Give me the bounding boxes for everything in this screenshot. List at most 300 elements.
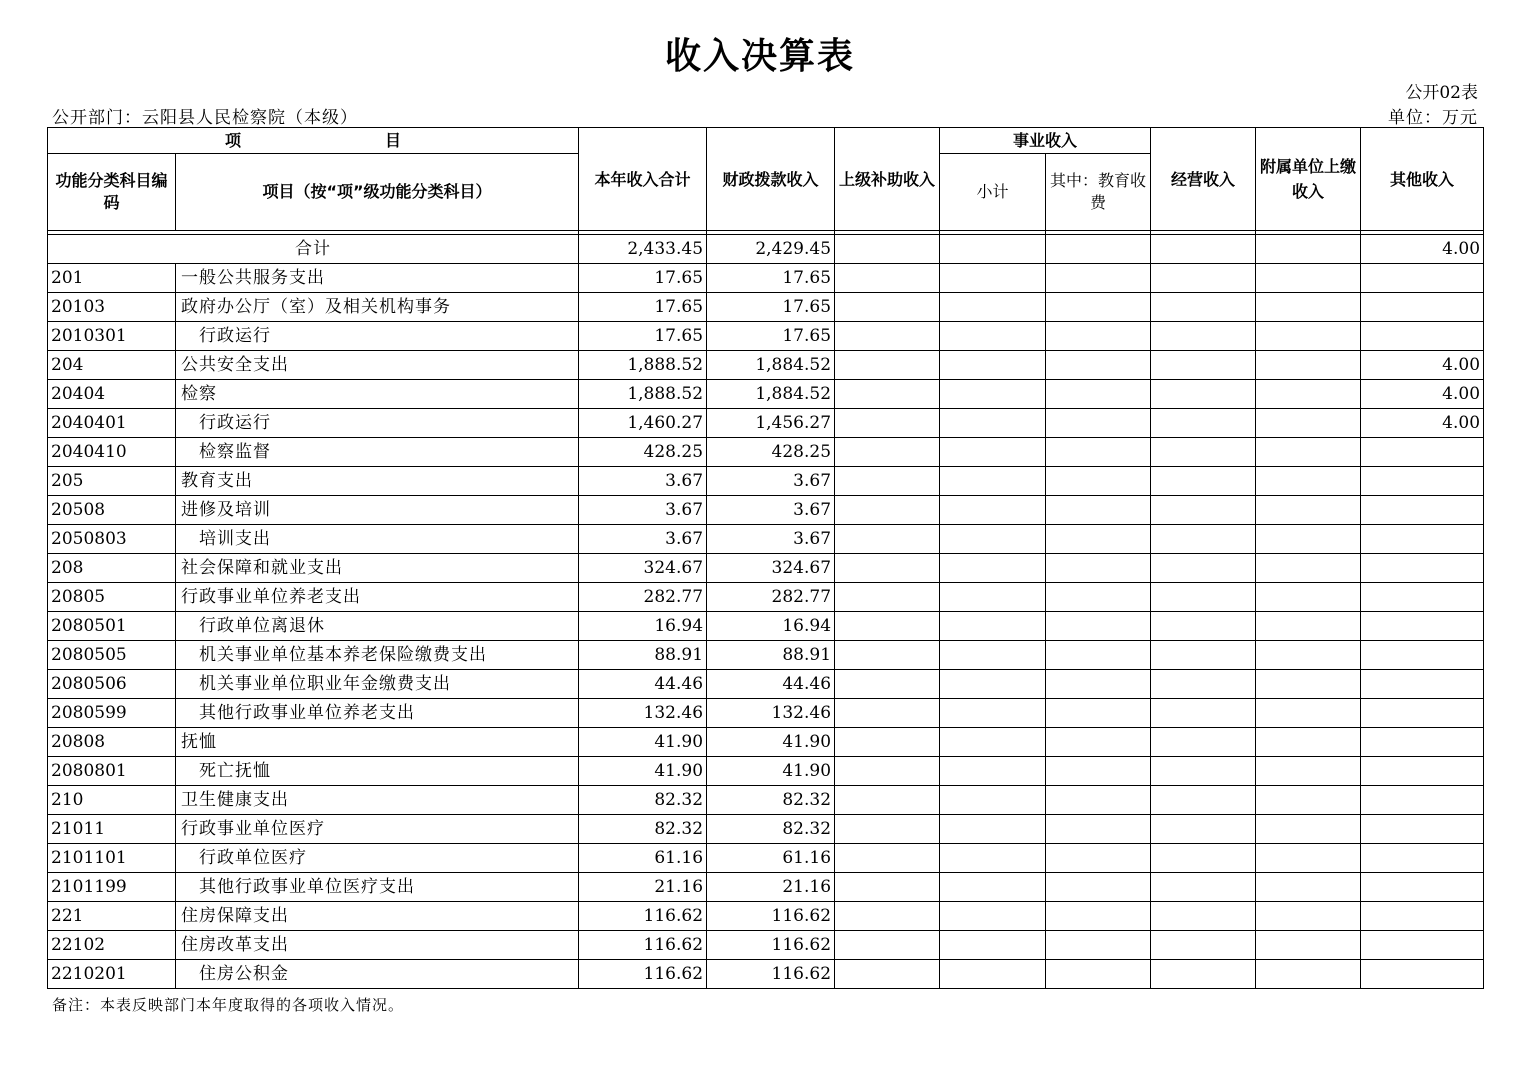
row-affiliated xyxy=(1256,467,1361,496)
row-fiscal: 41.90 xyxy=(707,728,835,757)
income-table xyxy=(47,127,1484,989)
row-education xyxy=(1046,409,1151,438)
row-other xyxy=(1361,322,1484,351)
row-operating xyxy=(1151,583,1256,612)
total-label: 合计 xyxy=(48,235,579,264)
row-education xyxy=(1046,264,1151,293)
row-fiscal: 82.32 xyxy=(707,786,835,815)
row-other xyxy=(1361,728,1484,757)
row-total: 116.62 xyxy=(579,931,707,960)
row-code: 22102 xyxy=(48,931,176,960)
row-item-name: 卫生健康支出 xyxy=(176,786,579,815)
page-title: 收入决算表 xyxy=(664,36,855,77)
row-item-name: 住房保障支出 xyxy=(176,902,579,931)
row-education xyxy=(1046,438,1151,467)
row-subtotal xyxy=(940,525,1046,554)
row-subtotal xyxy=(940,351,1046,380)
row-education xyxy=(1046,873,1151,902)
row-item-name: 其他行政事业单位养老支出 xyxy=(176,699,579,728)
row-total: 116.62 xyxy=(579,960,707,989)
row-fiscal: 16.94 xyxy=(707,612,835,641)
row-other xyxy=(1361,815,1484,844)
header-total: 本年收入合计 xyxy=(579,128,707,231)
row-operating xyxy=(1151,699,1256,728)
row-education xyxy=(1046,728,1151,757)
row-education xyxy=(1046,554,1151,583)
row-item-name: 机关事业单位职业年金缴费支出 xyxy=(176,670,579,699)
row-subtotal xyxy=(940,409,1046,438)
table-row xyxy=(48,612,1484,641)
total-education xyxy=(1046,235,1151,264)
row-item-name: 培训支出 xyxy=(176,525,579,554)
row-code: 201 xyxy=(48,264,176,293)
row-total: 3.67 xyxy=(579,496,707,525)
header-superior: 上级补助收入 xyxy=(835,128,940,231)
table-row xyxy=(48,786,1484,815)
row-affiliated xyxy=(1256,902,1361,931)
department-label: 公开部门：云阳县人民检察院（本级） xyxy=(52,108,358,128)
row-fiscal: 3.67 xyxy=(707,467,835,496)
total-row xyxy=(48,235,1484,264)
row-code: 2080801 xyxy=(48,757,176,786)
row-fiscal: 88.91 xyxy=(707,641,835,670)
row-item-name: 进修及培训 xyxy=(176,496,579,525)
row-total: 61.16 xyxy=(579,844,707,873)
row-total: 88.91 xyxy=(579,641,707,670)
row-code: 20805 xyxy=(48,583,176,612)
row-affiliated xyxy=(1256,728,1361,757)
row-superior xyxy=(835,699,940,728)
row-education xyxy=(1046,815,1151,844)
row-education xyxy=(1046,699,1151,728)
header-row-1 xyxy=(48,128,1484,154)
row-other xyxy=(1361,699,1484,728)
footnote: 备注：本表反映部门本年度取得的各项收入情况。 xyxy=(52,996,405,1014)
row-affiliated xyxy=(1256,583,1361,612)
row-fiscal: 61.16 xyxy=(707,844,835,873)
row-other xyxy=(1361,554,1484,583)
row-code: 2080501 xyxy=(48,612,176,641)
row-total: 17.65 xyxy=(579,264,707,293)
row-total: 41.90 xyxy=(579,728,707,757)
row-code: 208 xyxy=(48,554,176,583)
row-other xyxy=(1361,496,1484,525)
row-operating xyxy=(1151,815,1256,844)
row-other xyxy=(1361,757,1484,786)
row-education xyxy=(1046,786,1151,815)
row-total: 132.46 xyxy=(579,699,707,728)
row-subtotal xyxy=(940,786,1046,815)
table-row xyxy=(48,902,1484,931)
row-other xyxy=(1361,902,1484,931)
row-superior xyxy=(835,612,940,641)
row-code: 205 xyxy=(48,467,176,496)
table-row xyxy=(48,322,1484,351)
row-other xyxy=(1361,931,1484,960)
row-total: 282.77 xyxy=(579,583,707,612)
table-row xyxy=(48,554,1484,583)
row-other xyxy=(1361,438,1484,467)
row-operating xyxy=(1151,728,1256,757)
row-subtotal xyxy=(940,322,1046,351)
row-subtotal xyxy=(940,641,1046,670)
row-total: 82.32 xyxy=(579,786,707,815)
table-row xyxy=(48,873,1484,902)
row-total: 324.67 xyxy=(579,554,707,583)
row-operating xyxy=(1151,467,1256,496)
row-subtotal xyxy=(940,496,1046,525)
row-other xyxy=(1361,525,1484,554)
row-subtotal xyxy=(940,554,1046,583)
row-code: 2040410 xyxy=(48,438,176,467)
row-education xyxy=(1046,757,1151,786)
row-subtotal xyxy=(940,844,1046,873)
header-code: 功能分类科目编码 xyxy=(48,154,176,231)
row-item-name: 政府办公厅（室）及相关机构事务 xyxy=(176,293,579,322)
header-subtotal: 小计 xyxy=(940,154,1046,231)
row-operating xyxy=(1151,380,1256,409)
table-row xyxy=(48,409,1484,438)
table-row xyxy=(48,844,1484,873)
row-education xyxy=(1046,583,1151,612)
row-code: 2080599 xyxy=(48,699,176,728)
row-education xyxy=(1046,902,1151,931)
table-row xyxy=(48,438,1484,467)
row-operating xyxy=(1151,960,1256,989)
row-item-name: 一般公共服务支出 xyxy=(176,264,579,293)
row-superior xyxy=(835,496,940,525)
table-row xyxy=(48,583,1484,612)
table-row xyxy=(48,351,1484,380)
row-other xyxy=(1361,264,1484,293)
total-fiscal: 2,429.45 xyxy=(707,235,835,264)
row-item-name: 住房公积金 xyxy=(176,960,579,989)
row-fiscal: 282.77 xyxy=(707,583,835,612)
row-item-name: 社会保障和就业支出 xyxy=(176,554,579,583)
row-subtotal xyxy=(940,873,1046,902)
table-row xyxy=(48,525,1484,554)
table-row xyxy=(48,670,1484,699)
row-code: 20508 xyxy=(48,496,176,525)
row-subtotal xyxy=(940,438,1046,467)
row-subtotal xyxy=(940,699,1046,728)
row-affiliated xyxy=(1256,960,1361,989)
row-other xyxy=(1361,641,1484,670)
row-education xyxy=(1046,670,1151,699)
row-education xyxy=(1046,931,1151,960)
unit-label: 单位：万元 xyxy=(1388,108,1478,128)
row-operating xyxy=(1151,438,1256,467)
table-row xyxy=(48,496,1484,525)
row-other xyxy=(1361,293,1484,322)
row-code: 2101101 xyxy=(48,844,176,873)
table-row xyxy=(48,960,1484,989)
row-total: 428.25 xyxy=(579,438,707,467)
table-row xyxy=(48,728,1484,757)
row-code: 2040401 xyxy=(48,409,176,438)
row-item-name: 死亡抚恤 xyxy=(176,757,579,786)
row-affiliated xyxy=(1256,670,1361,699)
row-operating xyxy=(1151,322,1256,351)
row-superior xyxy=(835,728,940,757)
row-item-name: 行政单位医疗 xyxy=(176,844,579,873)
row-other xyxy=(1361,670,1484,699)
row-subtotal xyxy=(940,960,1046,989)
table-row xyxy=(48,815,1484,844)
row-subtotal xyxy=(940,467,1046,496)
row-operating xyxy=(1151,612,1256,641)
row-other xyxy=(1361,873,1484,902)
row-subtotal xyxy=(940,612,1046,641)
row-item-name: 行政运行 xyxy=(176,322,579,351)
row-total: 17.65 xyxy=(579,322,707,351)
row-superior xyxy=(835,873,940,902)
row-fiscal: 17.65 xyxy=(707,264,835,293)
row-superior xyxy=(835,525,940,554)
header-operating: 经营收入 xyxy=(1151,128,1256,231)
row-affiliated xyxy=(1256,757,1361,786)
row-total: 3.67 xyxy=(579,467,707,496)
row-affiliated xyxy=(1256,264,1361,293)
row-total: 44.46 xyxy=(579,670,707,699)
table-row xyxy=(48,757,1484,786)
row-item-name: 行政事业单位养老支出 xyxy=(176,583,579,612)
row-education xyxy=(1046,844,1151,873)
row-fiscal: 1,456.27 xyxy=(707,409,835,438)
row-other: 4.00 xyxy=(1361,380,1484,409)
row-operating xyxy=(1151,264,1256,293)
row-code: 2101199 xyxy=(48,873,176,902)
row-education xyxy=(1046,380,1151,409)
row-total: 1,460.27 xyxy=(579,409,707,438)
total-affiliated xyxy=(1256,235,1361,264)
row-item-name: 住房改革支出 xyxy=(176,931,579,960)
row-fiscal: 17.65 xyxy=(707,322,835,351)
row-superior xyxy=(835,902,940,931)
row-superior xyxy=(835,554,940,583)
row-fiscal: 3.67 xyxy=(707,496,835,525)
row-operating xyxy=(1151,525,1256,554)
row-item-name: 检察监督 xyxy=(176,438,579,467)
row-other xyxy=(1361,467,1484,496)
row-other xyxy=(1361,786,1484,815)
header-fiscal: 财政拨款收入 xyxy=(707,128,835,231)
total-operating xyxy=(1151,235,1256,264)
row-subtotal xyxy=(940,293,1046,322)
row-education xyxy=(1046,525,1151,554)
row-superior xyxy=(835,844,940,873)
table-row xyxy=(48,699,1484,728)
row-superior xyxy=(835,467,940,496)
row-other: 4.00 xyxy=(1361,351,1484,380)
row-other xyxy=(1361,583,1484,612)
row-operating xyxy=(1151,496,1256,525)
row-item-name: 其他行政事业单位医疗支出 xyxy=(176,873,579,902)
row-other xyxy=(1361,960,1484,989)
row-affiliated xyxy=(1256,931,1361,960)
row-item-name: 教育支出 xyxy=(176,467,579,496)
row-superior xyxy=(835,757,940,786)
row-subtotal xyxy=(940,380,1046,409)
row-operating xyxy=(1151,757,1256,786)
table-row xyxy=(48,293,1484,322)
row-affiliated xyxy=(1256,786,1361,815)
row-subtotal xyxy=(940,815,1046,844)
table-row xyxy=(48,641,1484,670)
row-superior xyxy=(835,322,940,351)
row-item-name: 行政运行 xyxy=(176,409,579,438)
row-fiscal: 21.16 xyxy=(707,873,835,902)
row-operating xyxy=(1151,293,1256,322)
row-affiliated xyxy=(1256,322,1361,351)
row-affiliated xyxy=(1256,844,1361,873)
header-item: 项目（按“项”级功能分类科目） xyxy=(176,154,579,231)
row-superior xyxy=(835,264,940,293)
row-superior xyxy=(835,670,940,699)
row-fiscal: 116.62 xyxy=(707,902,835,931)
row-code: 2080505 xyxy=(48,641,176,670)
row-operating xyxy=(1151,786,1256,815)
row-subtotal xyxy=(940,670,1046,699)
total-subtotal xyxy=(940,235,1046,264)
row-education xyxy=(1046,612,1151,641)
header-affiliated: 附属单位上缴收入 xyxy=(1256,128,1361,231)
row-item-name: 行政事业单位医疗 xyxy=(176,815,579,844)
form-number: 公开02表 xyxy=(1405,83,1478,103)
row-total: 16.94 xyxy=(579,612,707,641)
row-superior xyxy=(835,351,940,380)
row-item-name: 机关事业单位基本养老保险缴费支出 xyxy=(176,641,579,670)
header-education: 其中：教育收费 xyxy=(1046,154,1151,231)
row-code: 2010301 xyxy=(48,322,176,351)
row-code: 2210201 xyxy=(48,960,176,989)
row-superior xyxy=(835,786,940,815)
row-affiliated xyxy=(1256,641,1361,670)
header-other: 其他收入 xyxy=(1361,128,1484,231)
row-affiliated xyxy=(1256,438,1361,467)
row-fiscal: 3.67 xyxy=(707,525,835,554)
row-affiliated xyxy=(1256,699,1361,728)
table-row xyxy=(48,380,1484,409)
row-superior xyxy=(835,641,940,670)
row-total: 1,888.52 xyxy=(579,380,707,409)
row-affiliated xyxy=(1256,873,1361,902)
row-operating xyxy=(1151,931,1256,960)
row-code: 204 xyxy=(48,351,176,380)
row-code: 21011 xyxy=(48,815,176,844)
row-education xyxy=(1046,293,1151,322)
row-total: 1,888.52 xyxy=(579,351,707,380)
row-code: 2080506 xyxy=(48,670,176,699)
row-code: 20103 xyxy=(48,293,176,322)
table-row xyxy=(48,467,1484,496)
row-item-name: 检察 xyxy=(176,380,579,409)
row-fiscal: 324.67 xyxy=(707,554,835,583)
row-fiscal: 116.62 xyxy=(707,931,835,960)
row-total: 21.16 xyxy=(579,873,707,902)
row-code: 221 xyxy=(48,902,176,931)
row-other xyxy=(1361,612,1484,641)
row-operating xyxy=(1151,844,1256,873)
row-subtotal xyxy=(940,902,1046,931)
table-row xyxy=(48,264,1484,293)
row-affiliated xyxy=(1256,351,1361,380)
row-total: 17.65 xyxy=(579,293,707,322)
row-affiliated xyxy=(1256,612,1361,641)
row-subtotal xyxy=(940,264,1046,293)
row-affiliated xyxy=(1256,380,1361,409)
row-affiliated xyxy=(1256,496,1361,525)
row-affiliated xyxy=(1256,815,1361,844)
row-operating xyxy=(1151,409,1256,438)
row-education xyxy=(1046,496,1151,525)
row-operating xyxy=(1151,641,1256,670)
row-fiscal: 428.25 xyxy=(707,438,835,467)
row-education xyxy=(1046,322,1151,351)
row-affiliated xyxy=(1256,409,1361,438)
row-code: 20404 xyxy=(48,380,176,409)
row-affiliated xyxy=(1256,525,1361,554)
table-row xyxy=(48,931,1484,960)
row-subtotal xyxy=(940,583,1046,612)
header-business-group: 事业收入 xyxy=(940,128,1151,154)
row-subtotal xyxy=(940,757,1046,786)
total-other: 4.00 xyxy=(1361,235,1484,264)
row-superior xyxy=(835,583,940,612)
row-education xyxy=(1046,467,1151,496)
row-superior xyxy=(835,409,940,438)
row-total: 41.90 xyxy=(579,757,707,786)
row-subtotal xyxy=(940,728,1046,757)
row-item-name: 行政单位离退休 xyxy=(176,612,579,641)
row-superior xyxy=(835,931,940,960)
row-total: 3.67 xyxy=(579,525,707,554)
row-fiscal: 82.32 xyxy=(707,815,835,844)
row-other: 4.00 xyxy=(1361,409,1484,438)
row-operating xyxy=(1151,902,1256,931)
row-affiliated xyxy=(1256,293,1361,322)
row-item-name: 公共安全支出 xyxy=(176,351,579,380)
row-other xyxy=(1361,844,1484,873)
row-superior xyxy=(835,960,940,989)
row-fiscal: 1,884.52 xyxy=(707,351,835,380)
row-code: 210 xyxy=(48,786,176,815)
row-superior xyxy=(835,815,940,844)
row-fiscal: 116.62 xyxy=(707,960,835,989)
row-item-name: 抚恤 xyxy=(176,728,579,757)
row-operating xyxy=(1151,670,1256,699)
row-fiscal: 1,884.52 xyxy=(707,380,835,409)
row-superior xyxy=(835,293,940,322)
row-code: 20808 xyxy=(48,728,176,757)
row-affiliated xyxy=(1256,554,1361,583)
row-education xyxy=(1046,641,1151,670)
row-education xyxy=(1046,351,1151,380)
row-superior xyxy=(835,438,940,467)
row-education xyxy=(1046,960,1151,989)
header-item-group: 项 目 xyxy=(48,128,579,154)
row-subtotal xyxy=(940,931,1046,960)
total-sum: 2,433.45 xyxy=(579,235,707,264)
row-code: 2050803 xyxy=(48,525,176,554)
row-total: 116.62 xyxy=(579,902,707,931)
row-fiscal: 17.65 xyxy=(707,293,835,322)
row-superior xyxy=(835,380,940,409)
total-superior xyxy=(835,235,940,264)
row-operating xyxy=(1151,554,1256,583)
row-operating xyxy=(1151,351,1256,380)
row-fiscal: 41.90 xyxy=(707,757,835,786)
